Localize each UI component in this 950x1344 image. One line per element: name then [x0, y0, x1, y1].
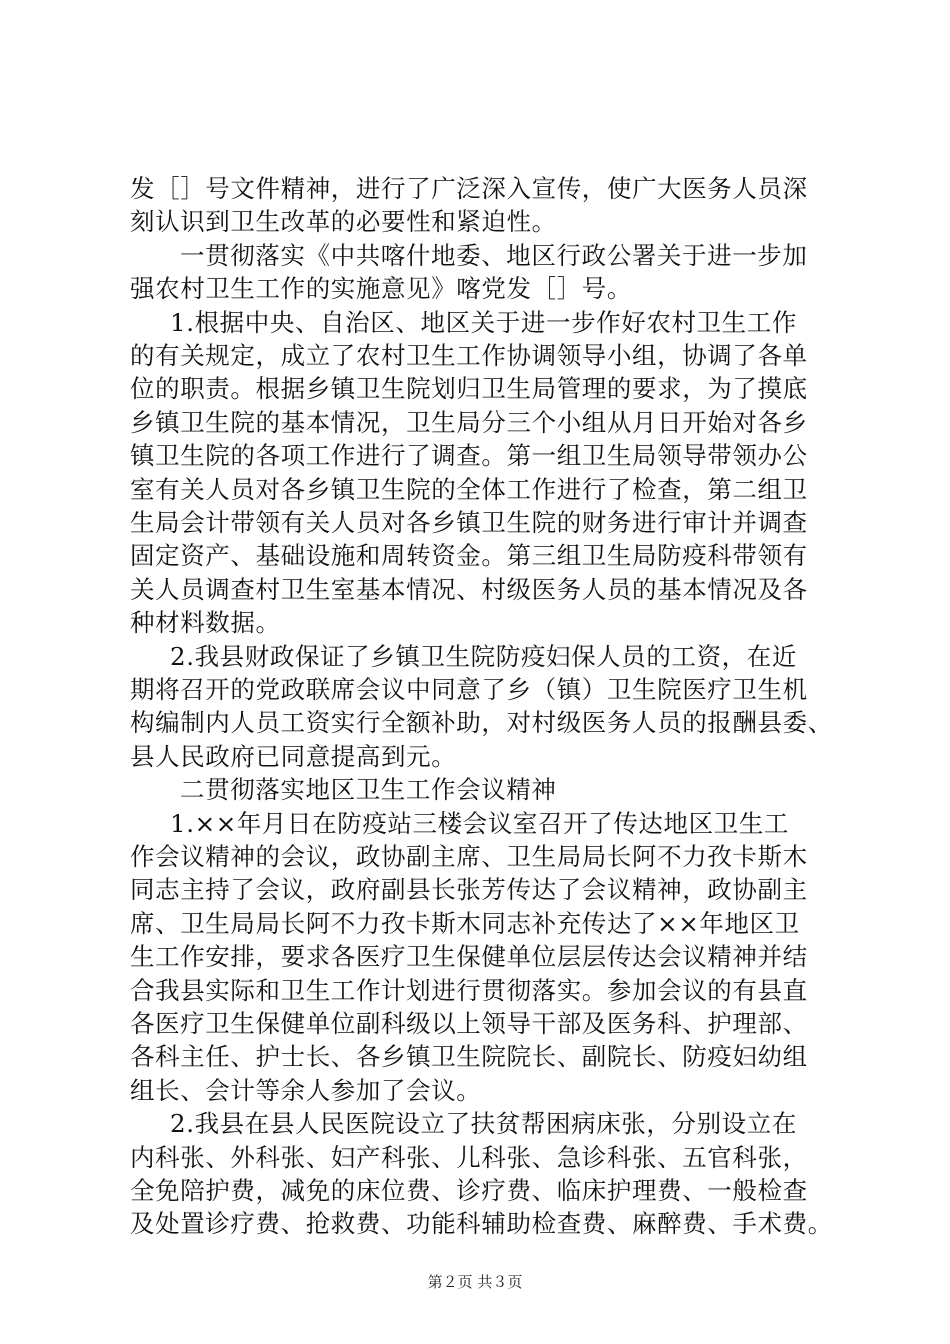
text-line: 的有关规定，成立了农村卫生工作协调领导小组，协调了各单 [130, 341, 808, 370]
text-line: 构编制内人员工资实行全额补助，对村级医务人员的报酬县委、 [130, 708, 833, 737]
text-line: 室有关人员对各乡镇卫生院的全体工作进行了检查，第二组卫 [130, 475, 808, 504]
text-line: 内科张、外科张、妇产科张、儿科张、急诊科张、五官科张， [130, 1143, 808, 1172]
text-line: 期将召开的党政联席会议中同意了乡（镇）卫生院医疗卫生机 [130, 675, 808, 704]
text-line: 2.我县在县人民医院设立了扶贫帮困病床张，分别设立在 [170, 1109, 797, 1138]
text-line: 生局会计带领有关人员对各乡镇卫生院的财务进行审计并调查 [130, 508, 808, 537]
text-line: 刻认识到卫生改革的必要性和紧迫性。 [130, 207, 557, 236]
text-line: 席、卫生局局长阿不力孜卡斯木同志补充传达了××年地区卫 [130, 909, 800, 938]
text-line: 关人员调查村卫生室基本情况、村级医务人员的基本情况及各 [130, 575, 808, 604]
page-number-footer: 第２页 共３页 [427, 1273, 523, 1291]
text-line: 固定资产、基础设施和周转资金。第三组卫生局防疫科带领有 [130, 541, 808, 570]
text-line: 种材料数据。 [130, 608, 281, 637]
text-line: 发［］号文件精神，进行了广泛深入宣传，使广大医务人员深 [130, 174, 808, 203]
text-line: 2.我县财政保证了乡镇卫生院防疫妇保人员的工资，在近 [170, 642, 797, 671]
text-line: 乡镇卫生院的基本情况，卫生局分三个小组从月日开始对各乡 [130, 408, 808, 437]
text-line: 各医疗卫生保健单位副科级以上领导干部及医务科、护理部、 [130, 1009, 808, 1038]
section-heading: 二贯彻落实地区卫生工作会议精神 [180, 775, 557, 804]
text-line: 全免陪护费，减免的床位费、诊疗费、临床护理费、一般检查 [130, 1176, 808, 1205]
text-line: 作会议精神的会议，政协副主席、卫生局局长阿不力孜卡斯木 [130, 842, 808, 871]
text-line: 各科主任、护士长、各乡镇卫生院院长、副院长、防疫妇幼组 [130, 1042, 808, 1071]
text-line: 位的职责。根据乡镇卫生院划归卫生局管理的要求，为了摸底 [130, 374, 808, 403]
text-line: 强农村卫生工作的实施意见》喀党发［］号。 [130, 274, 632, 303]
text-line: 生工作安排，要求各医疗卫生保健单位层层传达会议精神并结 [130, 942, 808, 971]
text-line: 及处置诊疗费、抢救费、功能科辅助检查费、麻醉费、手术费。 [130, 1209, 833, 1238]
text-line: 一贯彻落实《中共喀什地委、地区行政公署关于进一步加 [180, 241, 808, 270]
text-line: 县人民政府已同意提高到元。 [130, 742, 457, 771]
text-line: 同志主持了会议，政府副县长张芳传达了会议精神，政协副主 [130, 875, 808, 904]
text-line: 组长、会计等余人参加了会议。 [130, 1076, 482, 1105]
text-line: 1.根据中央、自治区、地区关于进一步作好农村卫生工作 [170, 308, 797, 337]
text-line: 合我县实际和卫生工作计划进行贯彻落实。参加会议的有县直 [130, 976, 808, 1005]
text-line: 镇卫生院的各项工作进行了调查。第一组卫生局领导带领办公 [130, 441, 808, 470]
text-line: 1.××年月日在防疫站三楼会议室召开了传达地区卫生工 [170, 809, 790, 838]
